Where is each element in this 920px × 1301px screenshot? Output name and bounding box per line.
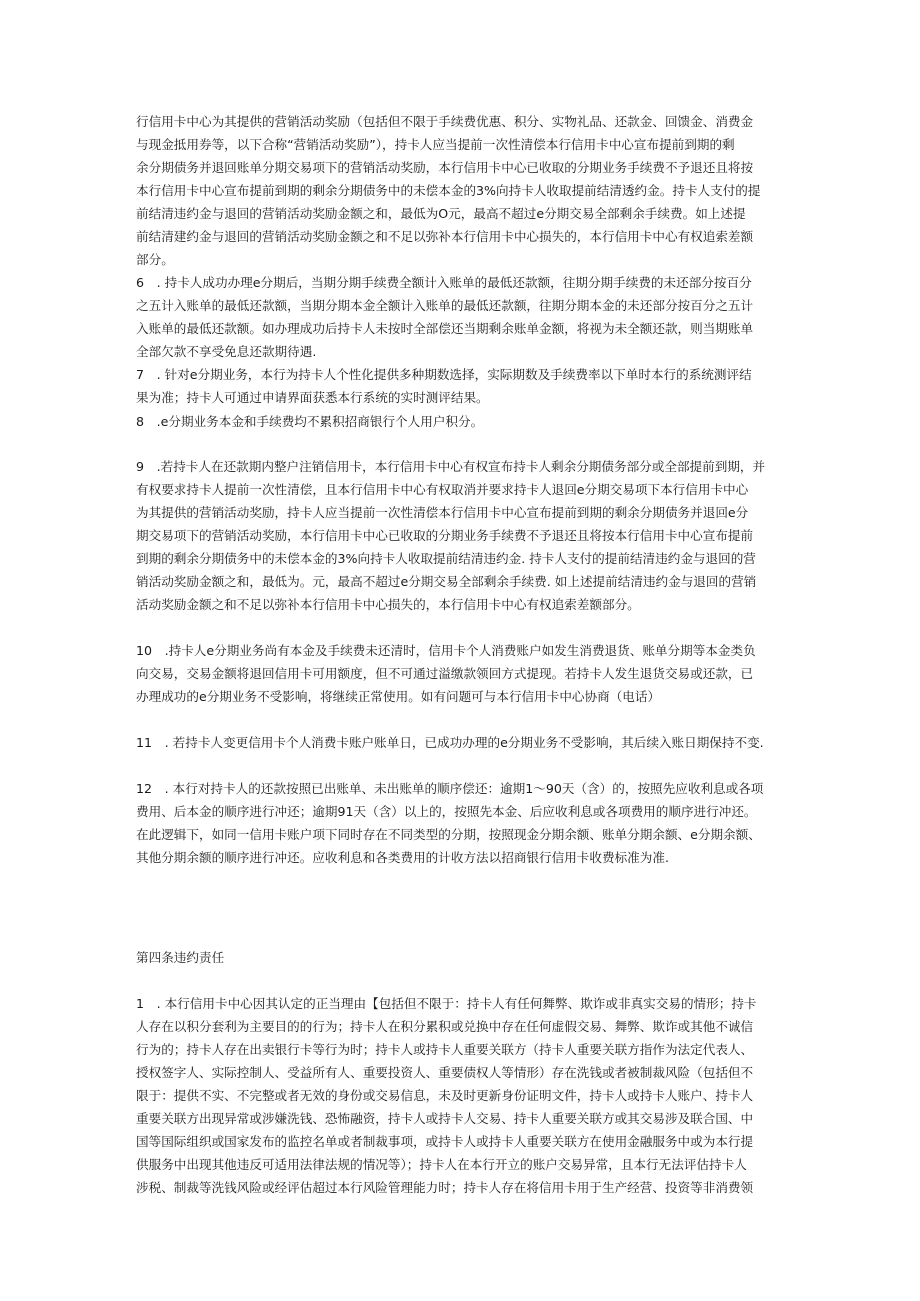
paragraph-line: 余分期债务并退回账单分期交易项下的营销活动奖励，本行信用卡中心已收取的分期业务手续费不予退还且将按 [136, 160, 754, 175]
paragraph-line: 8 .e分期业务本金和手续费均不累积招商银行个人用户积分。 [136, 414, 484, 429]
paragraph-line: 入账单的最低还款额。如办理成功后持卡人未按时全部偿还当期剩余账单金额，将视为未全额还款，则当期账单 [136, 321, 754, 336]
paragraph-line: 全部欠款不享受免息还款期待遇. [136, 344, 317, 359]
paragraph-line: 行信用卡中心为其提供的营销活动奖励（包括但不限于手续费优惠、积分、实物礼品、还款金、回馈金、消费金 [136, 114, 754, 129]
paragraph-line: 销活动奖励金额之和，最低为。元，最高不超过e分期交易全部剩余手续费. 如上述提前结清违约金与退回的营销 [136, 574, 757, 589]
paragraph-line: 10 .持卡人e分期业务尚有本金及手续费未还清时，信用卡个人消费账户如发生消费退货、账单分期等本金类负 [136, 643, 756, 658]
paragraph-line: 12 . 本行对持卡人的还款按照已出账单、未出账单的顺序偿还：逾期1～90天（含）的，按照先应收利息或各项 [136, 781, 764, 796]
paragraph-line: 涉税、制裁等洗钱风险或经评估超过本行风险管理能力时；持卡人存在将信用卡用于生产经营、投资等非消费领 [136, 1180, 754, 1195]
paragraph-line: 果为准；持卡人可通过申请界面获悉本行系统的实时测评结果。 [136, 390, 489, 405]
paragraph-line: 授权签字人、实际控制人、受益所有人、重要投资人、重要债权人等情形）存在洗钱或者被制裁风险（包括但不 [136, 1065, 754, 1080]
paragraph-line: 行为的；持卡人存在出卖银行卡等行为时；持卡人或持卡人重要关联方（持卡人重要关联方指作为法定代表人、 [136, 1042, 754, 1057]
paragraph-line: 前结清建约金与退回的营销活动奖励金额之和不足以弥补本行信用卡中心损失的，本行信用卡中心有权追索差额 [136, 229, 754, 244]
paragraph-line: 前结清违约金与退回的营销活动奖励金额之和，最低为O元，最高不超过e分期交易全部剩余手续费。如上述提 [136, 206, 746, 221]
paragraph-line: 7 . 针对e分期业务，本行为持卡人个性化提供多种期数选择，实际期数及手续费率以下单时本行的系统测评结 [136, 367, 752, 382]
paragraph-line: 部分。 [136, 252, 174, 267]
paragraph-line: 限于：提供不实、不完整或者无效的身份或交易信息，未及时更新身份证明文件，持卡人或持卡人账户、持卡人 [136, 1088, 754, 1103]
paragraph-line: 本行信用卡中心宣布提前到期的剩余分期债务中的未偿本金的3%向持卡人收取提前结清透约金。持卡人支付的提 [136, 183, 761, 198]
paragraph-line: 办理成功的e分期业务不受影响，将继续正常使用。如有问题可与本行信用卡中心协商（电话） [136, 689, 661, 704]
paragraph-line: 向交易，交易金额将退回信用卡可用额度，但不可通过溢缴款领回方式提现。若持卡人发生退货交易或还款，已 [136, 666, 754, 681]
paragraph-line: 其他分期余额的顺序进行冲还。应收利息和各类费用的计收方法以招商银行信用卡收费标准为准. [136, 850, 669, 865]
paragraph-line: 11 . 若持卡人变更信用卡个人消费卡账户账单日，已成功办理的e分期业务不受影响，其后续入账日期保持不变. [136, 735, 764, 750]
paragraph-line: 9 .若持卡人在还款期内整户注销信用卡，本行信用卡中心有权宣布持卡人剩余分期债务部分或全部提前到期，并 [136, 459, 766, 474]
paragraph-line: 之五计入账单的最低还款额，当期分期本金全额计入账单的最低还款额，往期分期本金的未还部分按百分之五计 [136, 298, 754, 313]
paragraph-line: 人存在以积分套利为主要目的的行为；持卡人在积分累积或兑换中存在任何虚假交易、舞弊、欺诈或其他不诚信 [136, 1019, 754, 1034]
paragraph-line: 为其提供的营销活动奖励，持卡人应当提前一次性清偿本行信用卡中心宣布提前到期的剩余分期债务并退回e分 [136, 505, 749, 520]
paragraph-line: 费用、后本金的顺序进行冲还；逾期91天（含）以上的，按照先本金、后应收利息或各项费用的顺序进行冲还。 [136, 804, 757, 819]
paragraph-line: 期交易项下的营销活动奖励，本行信用卡中心已收取的分期业务手续费不予退还且将按本行信用卡中心宣布提前 [136, 528, 754, 543]
paragraph-line: 活动奖励金额之和不足以弥补本行信用卡中心损失的，本行信用卡中心有权追索差额部分。 [136, 597, 640, 612]
paragraph-line: 1 . 本行信用卡中心因其认定的正当理由【包括但不限于：持卡人有任何舞弊、欺诈或非真实交易的情形；持卡 [136, 996, 757, 1011]
paragraph-line: 供服务中出现其他违反可适用法律法规的情况等）；持卡人在本行开立的账户交易异常，且本行无法评估持卡人 [136, 1157, 747, 1172]
paragraph-line: 到期的剩余分期债务中的未偿本金的3%向持卡人收取提前结清违约金. 持卡人支付的提前结清违约金与退回的营 [136, 551, 756, 566]
paragraph-line: 国等国际组织或国家发布的监控名单或者制裁事项，或持卡人或持卡人重要关联方在使用金融服务中或为本行提 [136, 1134, 754, 1149]
paragraph-line: 有权要求持卡人提前一次性清偿，且本行信用卡中心有权取消并要求持卡人退回e分期交易项下本行信用卡中心 [136, 482, 749, 497]
paragraph-line: 在此逻辑下，如同一信用卡账户项下同时存在不同类型的分期，按照现金分期余额、账单分期余额、e分期余额、 [136, 827, 761, 842]
paragraph-line: 6 . 持卡人成功办理e分期后，当期分期手续费全额计入账单的最低还款额，往期分期手续费的未还部分按百分 [136, 275, 752, 290]
paragraph-line: 重要关联方出现异常或涉嫌洗钱、恐怖融资，持卡人或持卡人交易、持卡人重要关联方或其交易涉及联合国、中 [136, 1111, 754, 1126]
paragraph-line: 与现金抵用券等，以下合称“营销活动奖励”），持卡人应当提前一次性清偿本行信用卡中心宣布提前到期的剩 [136, 137, 735, 152]
section-heading: 第四条违约责任 [136, 950, 225, 965]
